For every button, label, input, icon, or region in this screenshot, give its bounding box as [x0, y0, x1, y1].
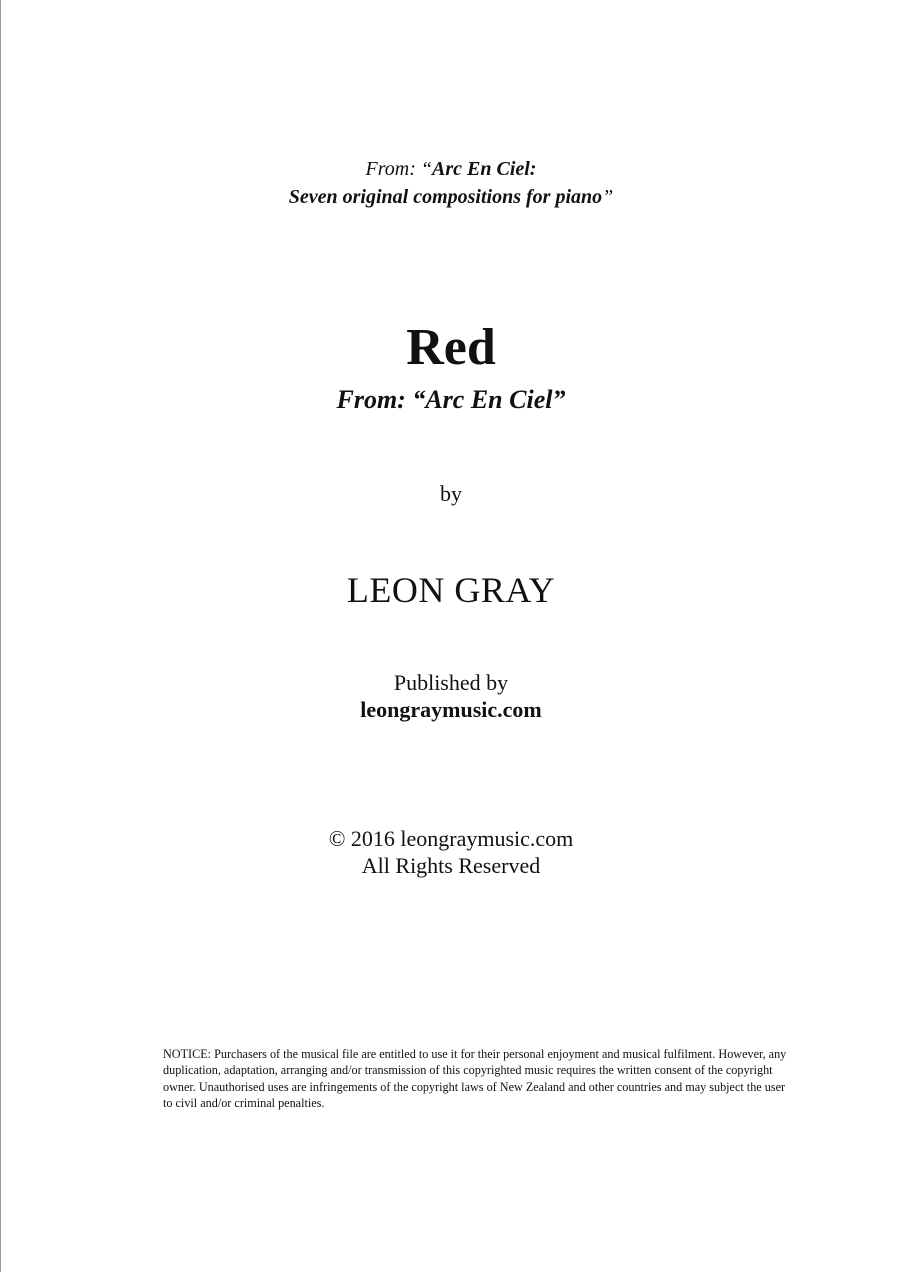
rights-reserved-line: All Rights Reserved	[361, 853, 541, 878]
collection-title: Arc En Ciel:	[432, 158, 537, 180]
by-label: by	[440, 481, 462, 506]
copyright-block	[1, 825, 900, 879]
composer-name: LEON GRAY	[346, 570, 556, 610]
publisher-block	[1, 669, 900, 723]
published-by-label: Published by	[393, 670, 509, 695]
copyright-notice: NOTICE: Purchasers of the musical file are entitled to use it for their personal enjoyment and musical fulfilment. However, any duplication, adaptation, arranging and/or transmission of this copyrighted music requires the written consent of the copyright owner. Unauthorised uses are infringements of the copyright laws of New Zealand and other countries and may subject the user to civil and/or criminal penalties.	[163, 1047, 787, 1110]
piece-title: Red	[406, 319, 496, 376]
collection-subtitle: Seven original compositions for piano	[288, 186, 603, 208]
collection-source-line-2: Seven original compositions for piano”	[288, 186, 614, 208]
collection-source	[1, 155, 900, 211]
collection-source-line-1: From: “Arc En Ciel:	[365, 158, 537, 180]
publisher-site: leongraymusic.com	[360, 697, 542, 722]
copyright-line: © 2016 leongraymusic.com	[328, 826, 574, 851]
piece-subtitle: From: “Arc En Ciel”	[336, 385, 566, 414]
